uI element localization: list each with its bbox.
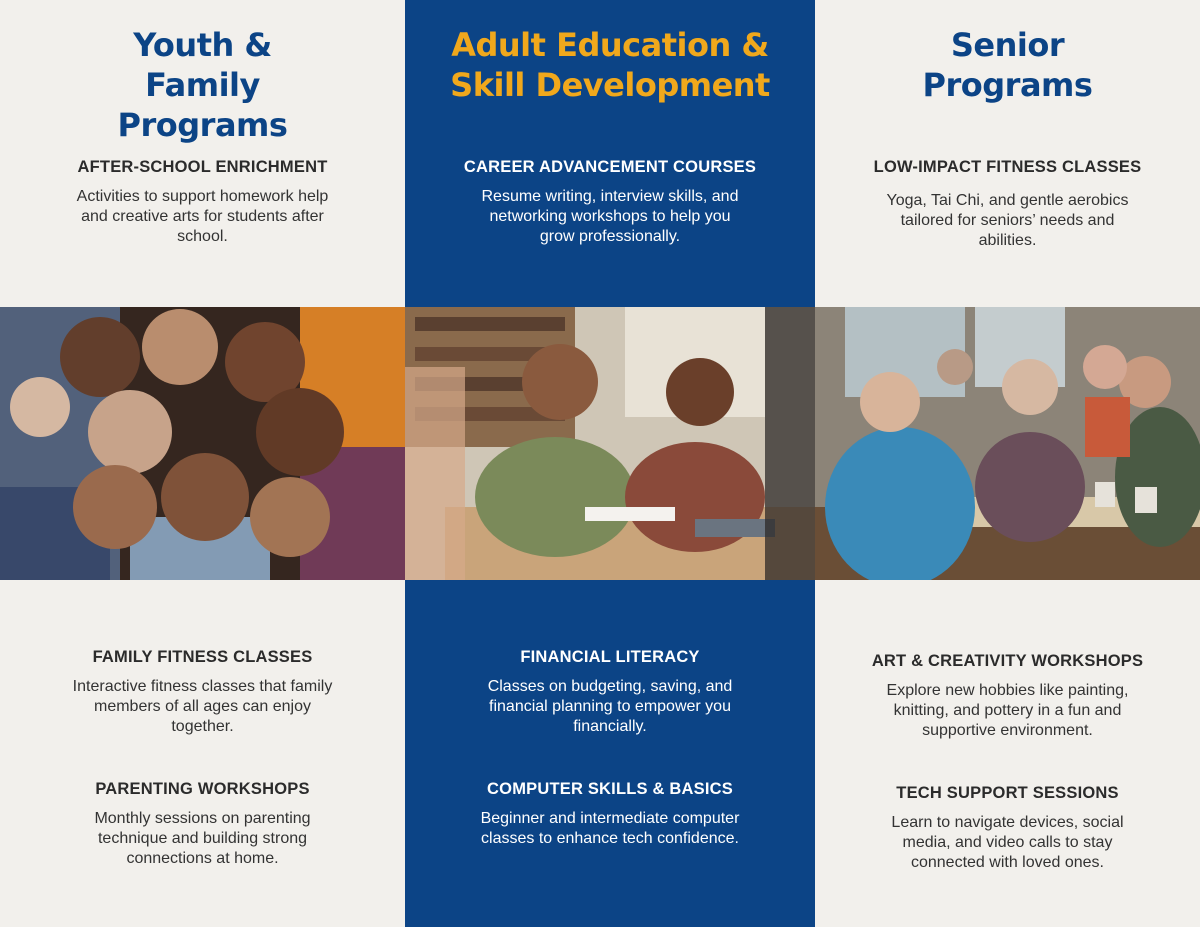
parenting-workshops-text: Monthly sessions on parenting technique and building strong connections at home. [94,810,311,867]
art-creativity-text: Explore new hobbies like painting, knitting, and pottery in a fun and supportive environment. [886,682,1129,739]
tech-support-title: TECH SUPPORT SESSIONS [896,784,1119,802]
youth-heading [0,25,405,145]
financial-literacy-text: Classes on budgeting, saving, and financial planning to empower you financially. [487,678,733,735]
art-creativity-block [815,651,1200,741]
art-creativity-title: ART & CREATIVITY WORKSHOPS [871,652,1144,670]
low-impact-fitness-title: LOW-IMPACT FITNESS CLASSES [873,158,1142,176]
low-impact-fitness-text: Yoga, Tai Chi, and gentle aerobics tailored for seniors’ needs and abilities. [886,192,1129,249]
computer-skills-text: Beginner and intermediate computer classes to enhance tech confidence. [480,810,740,847]
career-advancement-text: Resume writing, interview skills, and networking workshops to help you grow professionally. [481,188,739,245]
senior-programs-column [815,0,1200,927]
youth-family-column [0,0,405,927]
parenting-workshops-block [0,779,405,869]
youth-group-photo [0,307,405,580]
career-advancement-block [405,157,815,247]
senior-group-photo [815,307,1200,580]
computer-skills-block [405,779,815,849]
family-fitness-classes-title: FAMILY FITNESS CLASSES [92,648,313,666]
parenting-workshops-title: PARENTING WORKSHOPS [95,780,310,798]
low-impact-fitness-block [815,157,1200,251]
adult-education-column [405,0,815,927]
computer-skills-title: COMPUTER SKILLS & BASICS [487,780,733,798]
adult-heading-line-2: Skill Development [450,66,770,104]
youth-heading-line-1: Youth & [133,26,272,64]
senior-heading [815,25,1200,105]
financial-literacy-block [405,647,815,737]
adult-class-photo [405,307,815,580]
youth-heading-line-3: Programs [117,106,288,144]
senior-heading-line-2: Programs [922,66,1093,104]
career-advancement-title: CAREER ADVANCEMENT COURSES [463,158,757,176]
tech-support-block [815,783,1200,873]
financial-literacy-title: FINANCIAL LITERACY [520,648,700,666]
tech-support-text: Learn to navigate devices, social media, and video calls to stay connected with loved ones. [891,814,1124,871]
adult-heading-line-1: Adult Education & [451,26,769,64]
family-fitness-classes-text: Interactive fitness classes that family members of all ages can enjoy together. [72,678,333,735]
adult-heading [405,25,815,105]
after-school-enrichment-block [0,157,405,247]
youth-heading-line-2: Family [145,66,260,104]
family-fitness-classes-block [0,647,405,737]
after-school-enrichment-title: AFTER-SCHOOL ENRICHMENT [77,158,328,176]
after-school-enrichment-text: Activities to support homework help and creative arts for students after school. [76,188,329,245]
senior-heading-line-1: Senior [950,26,1065,64]
